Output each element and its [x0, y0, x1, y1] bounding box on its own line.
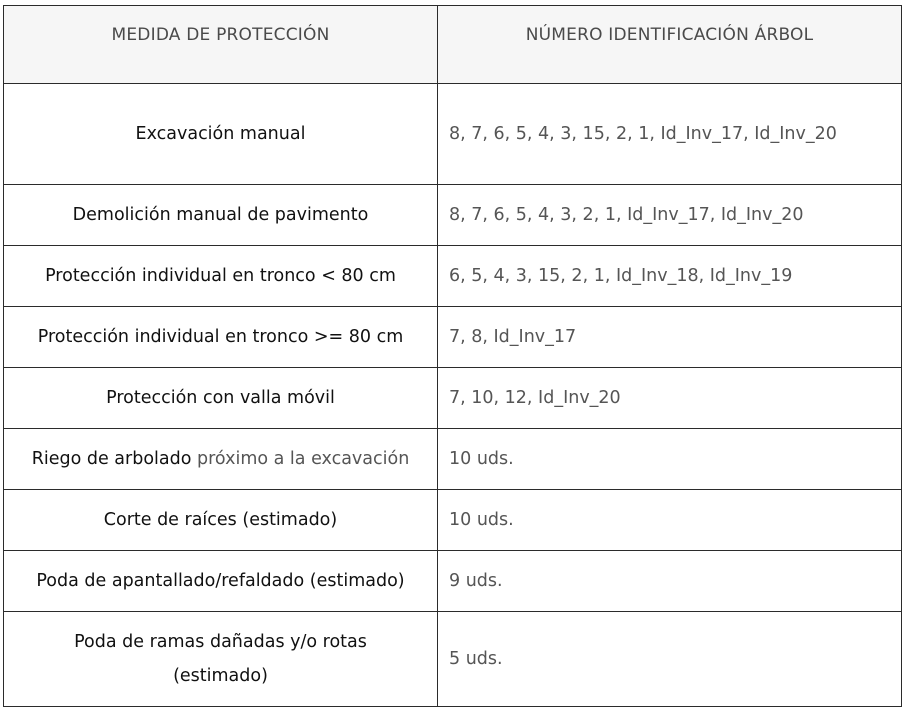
tree-ids-cell: 10 uds. — [438, 490, 902, 551]
table-row — [4, 612, 902, 707]
tree-ids-cell: 6, 5, 4, 3, 15, 2, 1, Id_Inv_18, Id_Inv_19 — [438, 246, 902, 307]
measure-cell — [4, 612, 438, 707]
tree-ids-cell: 10 uds. — [438, 429, 902, 490]
measure-cell: Protección con valla móvil — [4, 368, 438, 429]
measure-text: Riego de arbolado — [31, 449, 198, 469]
measure-cell — [4, 429, 438, 490]
tree-ids-cell: 7, 8, Id_Inv_17 — [438, 307, 902, 368]
protection-measures-table — [3, 5, 902, 707]
measure-cell: Excavación manual — [4, 84, 438, 185]
table-row — [4, 429, 902, 490]
table-row — [4, 307, 902, 368]
table-row — [4, 84, 902, 185]
tree-ids-cell: 8, 7, 6, 5, 4, 3, 2, 1, Id_Inv_17, Id_Inv_20 — [438, 185, 902, 246]
measure-cell: Protección individual en tronco < 80 cm — [4, 246, 438, 307]
measure-text-line: (estimado) — [173, 666, 268, 686]
table-row — [4, 490, 902, 551]
measure-text-highlight: próximo a la excavación — [197, 449, 410, 469]
table-row — [4, 551, 902, 612]
table-header-row — [4, 6, 902, 84]
measure-cell: Protección individual en tronco >= 80 cm — [4, 307, 438, 368]
header-measure: MEDIDA DE PROTECCIÓN — [4, 6, 438, 84]
tree-ids-cell: 7, 10, 12, Id_Inv_20 — [438, 368, 902, 429]
table-row — [4, 185, 902, 246]
measure-cell: Poda de apantallado/refaldado (estimado) — [4, 551, 438, 612]
tree-ids-cell: 9 uds. — [438, 551, 902, 612]
measure-cell: Demolición manual de pavimento — [4, 185, 438, 246]
measure-text-line: Poda de ramas dañadas y/o rotas — [74, 632, 367, 652]
table-row — [4, 368, 902, 429]
table-row — [4, 246, 902, 307]
measure-cell: Corte de raíces (estimado) — [4, 490, 438, 551]
tree-ids-cell: 8, 7, 6, 5, 4, 3, 15, 2, 1, Id_Inv_17, Id_Inv_20 — [438, 84, 902, 185]
tree-ids-cell: 5 uds. — [438, 612, 902, 707]
header-tree-number: NÚMERO IDENTIFICACIÓN ÁRBOL — [438, 6, 902, 84]
